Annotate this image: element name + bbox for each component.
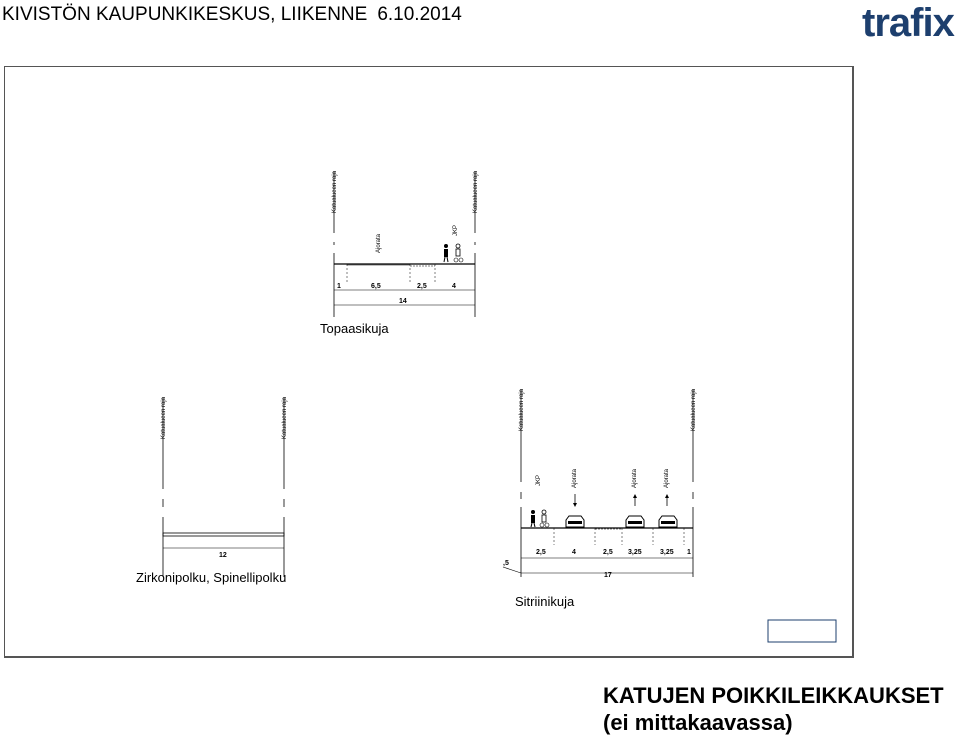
car-icon <box>626 516 644 527</box>
section-zirkonipolku <box>136 396 288 585</box>
title-block-box <box>768 620 836 642</box>
footer-title <box>603 682 944 736</box>
width-6-5: 6,5 <box>371 283 381 290</box>
trafix-logo <box>860 0 958 50</box>
width-2-5: 2,5 <box>417 283 427 290</box>
footer-line-1: KATUJEN POIKKILEIKKAUKSET <box>603 683 944 708</box>
drawing-frame <box>4 66 854 658</box>
offset: ,5 <box>503 560 509 567</box>
boundary-label-left: Katualueen raja <box>519 389 525 432</box>
width-3-25-b: 3,25 <box>660 549 674 556</box>
page-header <box>2 4 462 26</box>
cyclist-icon <box>540 510 549 527</box>
boundary-label-right: Katualueen raja <box>691 389 697 432</box>
lane-label-ajorata-2: Ajorata <box>632 469 638 489</box>
cross-section-drawing <box>5 67 855 659</box>
width-2-5-b: 2,5 <box>603 549 613 556</box>
lane-label-jkp: JKP <box>453 225 459 237</box>
footer-line-2: (ei mittakaavassa) <box>603 710 793 735</box>
boundary-label-left: Katualueen raja <box>161 397 167 440</box>
width-total: 14 <box>399 298 407 305</box>
lane-label-ajorata-3: Ajorata <box>664 469 670 489</box>
boundary-label-right: Katualueen raja <box>473 171 479 214</box>
boundary-label-left: Katualueen raja <box>332 171 338 214</box>
cyclist-icon <box>454 244 463 262</box>
width-4: 4 <box>572 549 576 556</box>
lane-label-ajorata: Ajorata <box>376 234 382 254</box>
section-name: Sitriinikuja <box>515 594 575 609</box>
width-3-25-a: 3,25 <box>628 549 642 556</box>
width-total: 17 <box>604 572 612 579</box>
width-1: 1 <box>687 549 691 556</box>
car-icon <box>566 516 584 527</box>
header-date: 6.10.2014 <box>377 4 462 25</box>
section-name: Topaasikuja <box>320 321 389 336</box>
width-4: 4 <box>452 283 456 290</box>
width-total: 12 <box>219 552 227 559</box>
lane-label-jkp: JKP <box>536 475 542 487</box>
pedestrian-icon <box>531 510 535 527</box>
section-topaasikuja <box>320 170 479 336</box>
width-2-5-a: 2,5 <box>536 549 546 556</box>
lane-label-ajorata-1: Ajorata <box>572 469 578 489</box>
car-icon <box>659 516 677 527</box>
boundary-label-right: Katualueen raja <box>282 397 288 440</box>
section-name: Zirkonipolku, Spinellipolku <box>136 570 287 585</box>
pedestrian-icon <box>444 244 448 262</box>
section-sitriinikuja <box>503 388 697 609</box>
logo-text: trafix <box>862 1 954 45</box>
width-1: 1 <box>337 283 341 290</box>
header-title: KIVISTÖN KAUPUNKIKESKUS, LIIKENNE <box>2 4 368 25</box>
